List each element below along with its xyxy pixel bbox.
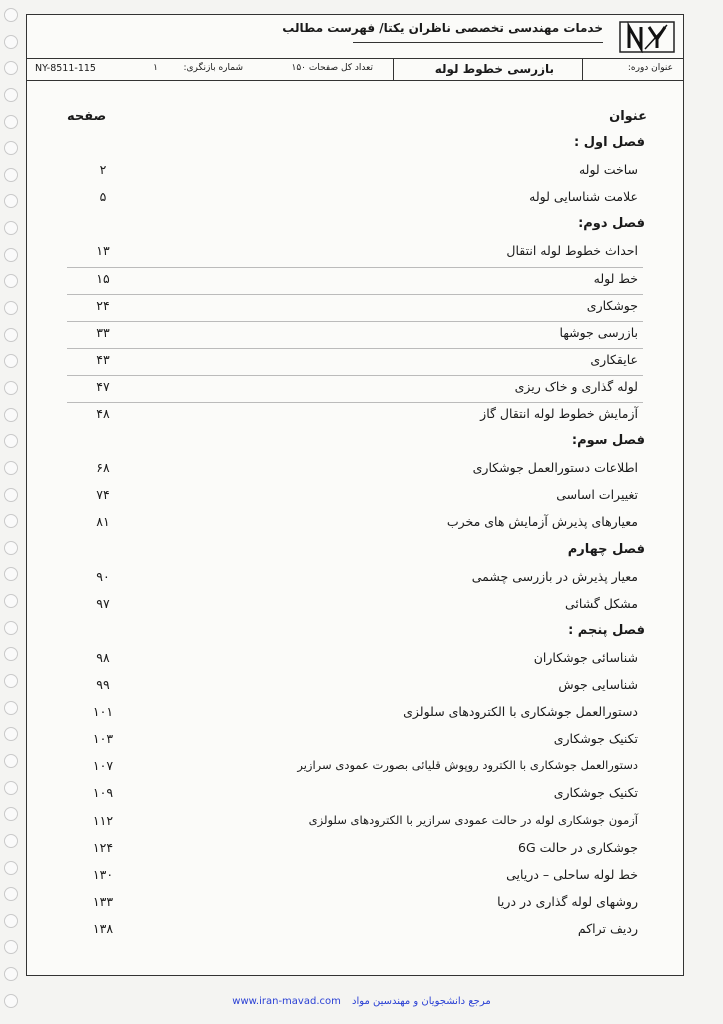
- row-divider: [67, 294, 643, 295]
- entry-page-number: ۱۳۳: [92, 893, 114, 909]
- entry-title: احداث خطوط لوله انتقال: [506, 243, 638, 259]
- binding-ring: [4, 141, 18, 155]
- entry-title: معیارهای پذیرش آزمایش های مخرب: [446, 514, 638, 530]
- binding-ring: [4, 115, 18, 129]
- entry-title: تکنیک جوشکاری: [553, 731, 638, 747]
- entry-title: جوشکاری در حالت 6G: [518, 839, 638, 855]
- toc-entry: [27, 731, 683, 755]
- toc-entry: [27, 921, 683, 945]
- course-title-label: عنوان دوره:: [627, 63, 673, 73]
- footer: [0, 996, 723, 1007]
- binding-ring: [4, 301, 18, 315]
- spiral-binding: [0, 8, 22, 1008]
- entry-title: خط لوله ساحلی – دریایی: [506, 866, 638, 882]
- toc-section-heading: [27, 135, 683, 159]
- revision-label: شماره بازنگری:: [183, 63, 243, 73]
- entry-page-number: ۱۰۷: [92, 758, 114, 774]
- toc-entry: [27, 379, 683, 403]
- entry-title: خط لوله: [593, 270, 638, 286]
- column-title-heading: عنوان: [609, 109, 647, 124]
- section-title: فصل چهارم: [567, 541, 645, 557]
- toc-entry: [27, 298, 683, 322]
- header-top: [27, 15, 683, 59]
- entry-title: لوله گذاری و خاک ریزی: [514, 378, 638, 394]
- toc-entry: [27, 569, 683, 593]
- entry-page-number: ۴۷: [96, 378, 110, 394]
- binding-ring: [4, 35, 18, 49]
- binding-ring: [4, 967, 18, 981]
- binding-ring: [4, 834, 18, 848]
- toc-entry: [27, 514, 683, 538]
- document-page: [26, 14, 684, 976]
- binding-ring: [4, 914, 18, 928]
- entry-page-number: ۱۱۲: [92, 812, 114, 828]
- entry-page-number: ۱۰۳: [92, 731, 114, 747]
- entry-title: تکنیک جوشکاری: [553, 785, 638, 801]
- entry-title: مشکل گشائی: [565, 595, 638, 611]
- row-divider: [67, 321, 643, 322]
- binding-ring: [4, 61, 18, 75]
- binding-ring: [4, 381, 18, 395]
- toc-section-heading: [27, 216, 683, 240]
- entry-page-number: ۲۴: [96, 297, 110, 313]
- binding-ring: [4, 754, 18, 768]
- toc-entry: [27, 813, 683, 837]
- entry-title: جوشکاری: [586, 297, 638, 313]
- binding-ring: [4, 434, 18, 448]
- toc-entry: [27, 894, 683, 918]
- toc-entry: [27, 677, 683, 701]
- section-title: فصل پنجم :: [568, 622, 645, 638]
- binding-ring: [4, 727, 18, 741]
- entry-title: ردیف تراکم: [577, 920, 638, 936]
- binding-ring: [4, 781, 18, 795]
- company-underline: [353, 42, 603, 43]
- entry-page-number: ۱۲۴: [92, 839, 114, 855]
- binding-ring: [4, 408, 18, 422]
- section-title: فصل دوم:: [578, 216, 645, 232]
- binding-ring: [4, 887, 18, 901]
- entry-page-number: ۴۸: [96, 406, 110, 421]
- binding-ring: [4, 168, 18, 182]
- course-title: بازرسی خطوط لوله: [393, 59, 583, 80]
- section-title: فصل اول :: [574, 135, 645, 150]
- toc-entry: [27, 867, 683, 891]
- toc-entry: [27, 487, 683, 511]
- entry-page-number: ۴۳: [96, 351, 110, 367]
- entry-page-number: ۱۰۱: [92, 704, 114, 720]
- binding-ring: [4, 861, 18, 875]
- entry-page-number: ۹۸: [96, 649, 110, 665]
- binding-ring: [4, 567, 18, 581]
- entry-title: ساخت لوله: [578, 162, 638, 178]
- entry-title: بازرسی جوشها: [559, 324, 638, 340]
- binding-ring: [4, 461, 18, 475]
- toc-entry: [27, 758, 683, 782]
- total-pages-label: تعداد کل صفحات ۱۵۰: [291, 63, 373, 73]
- entry-page-number: ۱۳: [96, 243, 110, 259]
- entry-page-number: ۶۸: [96, 460, 110, 476]
- toc-entry: [27, 162, 683, 186]
- binding-ring: [4, 354, 18, 368]
- binding-ring: [4, 194, 18, 208]
- binding-ring: [4, 514, 18, 528]
- binding-ring: [4, 940, 18, 954]
- binding-ring: [4, 807, 18, 821]
- column-page-heading: صفحه: [67, 109, 107, 124]
- entry-page-number: ۱۰۹: [92, 785, 114, 801]
- row-divider: [67, 402, 643, 403]
- toc-entry: [27, 840, 683, 864]
- company-logo: [619, 21, 675, 53]
- binding-ring: [4, 594, 18, 608]
- entry-title: دستورالعمل جوشکاری با الکترودهای سلولزی: [403, 704, 638, 720]
- footer-text: مرجع دانشجویان و مهندسین مواد: [352, 996, 491, 1007]
- entry-title: تغییرات اساسی: [556, 487, 638, 503]
- toc-entry: [27, 352, 683, 376]
- entry-page-number: ۹۷: [96, 595, 110, 611]
- toc-entry: [27, 189, 683, 213]
- binding-ring: [4, 621, 18, 635]
- entry-page-number: ۷۴: [96, 487, 110, 503]
- entry-page-number: ۵: [99, 189, 107, 205]
- entry-page-number: ۹۰: [96, 568, 110, 584]
- binding-ring: [4, 274, 18, 288]
- entry-title: شناسایی جوش: [558, 677, 638, 692]
- toc-entry: [27, 271, 683, 295]
- footer-url[interactable]: www.iran-mavad.com: [232, 996, 341, 1007]
- header-meta: [27, 59, 683, 81]
- row-divider: [67, 348, 643, 349]
- entry-title: اطلاعات دستورالعمل جوشکاری: [472, 460, 638, 476]
- revision-number: ۱: [153, 63, 158, 73]
- toc-entry: [27, 325, 683, 349]
- section-title: فصل سوم:: [571, 433, 645, 449]
- entry-title: آزمون جوشکاری لوله در حالت عمودی سرازیر با الکترودهای سلولزی: [308, 812, 638, 827]
- toc-entry: [27, 650, 683, 674]
- entry-title: معیار پذیرش در بازرسی چشمی: [471, 568, 638, 584]
- entry-title: علامت شناسایی لوله: [529, 189, 638, 205]
- document-number: NY-8511-115: [35, 63, 96, 74]
- toc-entry: [27, 596, 683, 620]
- binding-ring: [4, 647, 18, 661]
- binding-ring: [4, 8, 18, 22]
- binding-ring: [4, 328, 18, 342]
- toc-entry: [27, 406, 683, 430]
- toc-section-heading: [27, 542, 683, 566]
- toc-section-heading: [27, 433, 683, 457]
- entry-page-number: ۳۳: [96, 324, 110, 340]
- row-divider: [67, 375, 643, 376]
- entry-page-number: ۸۱: [96, 514, 110, 530]
- toc-section-heading: [27, 623, 683, 647]
- entry-page-number: ۲: [99, 162, 107, 178]
- binding-ring: [4, 488, 18, 502]
- binding-ring: [4, 674, 18, 688]
- binding-ring: [4, 248, 18, 262]
- row-divider: [67, 267, 643, 268]
- entry-page-number: ۱۳۰: [92, 866, 114, 882]
- entry-page-number: ۱۳۸: [92, 920, 114, 936]
- company-name: خدمات مهندسی تخصصی ناظران یکتا/ فهرست مطالب: [282, 21, 603, 35]
- entry-title: آزمایش خطوط لوله انتقال گاز: [480, 406, 638, 421]
- toc-entry: [27, 460, 683, 484]
- binding-ring: [4, 221, 18, 235]
- entry-page-number: ۱۵: [96, 270, 110, 286]
- entry-title: شناسائی جوشکاران: [533, 649, 638, 665]
- toc-entry: [27, 785, 683, 809]
- binding-ring: [4, 541, 18, 555]
- entry-title: روشهای لوله گذاری در دریا: [497, 893, 638, 909]
- binding-ring: [4, 701, 18, 715]
- entry-title: دستورالعمل جوشکاری با الکترود روپوش قلیائی بصورت عمودی سرازیر: [297, 758, 638, 773]
- binding-ring: [4, 88, 18, 102]
- entry-title: عایقکاری: [590, 351, 638, 367]
- entry-page-number: ۹۹: [96, 677, 110, 692]
- toc-entry: [27, 704, 683, 728]
- toc-entry: [27, 243, 683, 267]
